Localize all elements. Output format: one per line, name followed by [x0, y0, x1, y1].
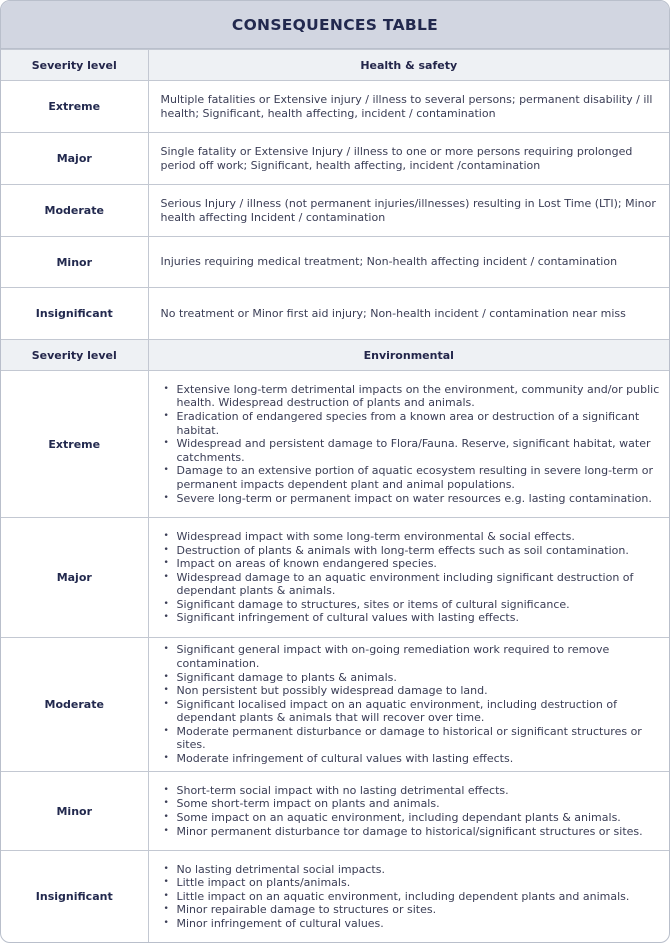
column-header-severity: Severity level — [1, 340, 148, 371]
list-item: • Destruction of plants & animals with long-term effects such as soil contamination. — [164, 544, 664, 558]
title-bar — [1, 1, 669, 49]
list-item: • Widespread and persistent damage to Flora/Fauna. Reserve, significant habitat, water catchments. — [164, 437, 664, 464]
health-description: Injuries requiring medical treatment; Non-health affecting incident / contamination — [148, 237, 669, 288]
severity-level: Insignificant — [1, 288, 148, 340]
severity-level: Minor — [1, 237, 148, 288]
list-item: • Minor infringement of cultural values. — [164, 917, 664, 931]
severity-level: Insignificant — [1, 851, 148, 943]
page-title: CONSEQUENCES TABLE — [231, 15, 439, 34]
list-item: • Widespread damage to an aquatic environment including significant destruction of dependant plants & animals. — [164, 571, 664, 598]
environmental-description — [148, 851, 669, 943]
health-description: Multiple fatalities or Extensive injury / illness to several persons; permanent disability / ill health; Significant, health affecting, incident / contamination — [148, 81, 669, 133]
list-item: • Severe long-term or permanent impact on water resources e.g. lasting contamination. — [164, 492, 664, 506]
list-item: • Impact on areas of known endangered species. — [164, 557, 664, 571]
bullet-list — [149, 784, 670, 838]
table-row — [1, 185, 669, 237]
list-item: • Little impact on an aquatic environment, including dependent plants and animals. — [164, 890, 664, 904]
severity-level: Major — [1, 133, 148, 185]
table-row — [1, 288, 669, 340]
list-item: • Moderate infringement of cultural values with lasting effects. — [164, 752, 664, 766]
list-item: • Significant damage to plants & animals. — [164, 671, 664, 685]
table-row — [1, 371, 669, 518]
bullet-list — [149, 863, 670, 931]
table-row — [1, 133, 669, 185]
list-item: • Widespread impact with some long-term environmental & social effects. — [164, 530, 664, 544]
list-item: • Extensive long-term detrimental impacts on the environment, community and/or public health. Widespread destruction of plants and animals. — [164, 383, 664, 410]
severity-level: Moderate — [1, 638, 148, 772]
severity-level: Major — [1, 518, 148, 638]
bullet-list — [149, 643, 670, 765]
list-item: • Some impact on an aquatic environment, including dependant plants & animals. — [164, 811, 664, 825]
environmental-header-row — [1, 340, 669, 371]
list-item: • Significant general impact with on-going remediation work required to remove contamination. — [164, 643, 664, 670]
environmental-description — [148, 518, 669, 638]
environmental-description — [148, 638, 669, 772]
environmental-description — [148, 371, 669, 518]
list-item: • Minor repairable damage to structures or sites. — [164, 903, 664, 917]
column-header-health-safety: Health & safety — [148, 50, 669, 81]
list-item: • Little impact on plants/animals. — [164, 876, 664, 890]
list-item: • Moderate permanent disturbance or damage to historical or significant structures or sites. — [164, 725, 664, 752]
consequences-table — [1, 49, 669, 943]
list-item: • Minor permanent disturbance tor damage to historical/significant structures or sites. — [164, 825, 664, 839]
list-item: • Significant localised impact on an aquatic environment, including destruction of dependant plants & animals that will recover over time. — [164, 698, 664, 725]
health-description: Single fatality or Extensive Injury / illness to one or more persons requiring prolonged period off work; Significant, health affecting, incident /contamination — [148, 133, 669, 185]
list-item: • Significant infringement of cultural values with lasting effects. — [164, 611, 664, 625]
severity-level: Extreme — [1, 371, 148, 518]
table-row — [1, 81, 669, 133]
severity-level: Moderate — [1, 185, 148, 237]
severity-level: Minor — [1, 772, 148, 851]
list-item: • Some short-term impact on plants and animals. — [164, 797, 664, 811]
health-header-row — [1, 50, 669, 81]
list-item: • Short-term social impact with no lasting detrimental effects. — [164, 784, 664, 798]
column-header-environmental: Environmental — [148, 340, 669, 371]
table-row — [1, 638, 669, 772]
table-row — [1, 851, 669, 943]
bullet-list — [149, 530, 670, 625]
table-row — [1, 237, 669, 288]
list-item: • Damage to an extensive portion of aquatic ecosystem resulting in severe long-term or permanent impacts dependent plant and animal populations. — [164, 464, 664, 491]
severity-level: Extreme — [1, 81, 148, 133]
list-item: • Eradication of endangered species from a known area or destruction of a significant habitat. — [164, 410, 664, 437]
table-row — [1, 518, 669, 638]
health-description: Serious Injury / illness (not permanent injuries/illnesses) resulting in Lost Time (LTI); Minor health affecting Incident / contamination — [148, 185, 669, 237]
table-row — [1, 772, 669, 851]
list-item: • No lasting detrimental social impacts. — [164, 863, 664, 877]
environmental-description — [148, 772, 669, 851]
column-header-severity: Severity level — [1, 50, 148, 81]
bullet-list — [149, 383, 670, 505]
health-description: No treatment or Minor first aid injury; Non-health incident / contamination near miss — [148, 288, 669, 340]
list-item: • Non persistent but possibly widespread damage to land. — [164, 684, 664, 698]
list-item: • Significant damage to structures, sites or items of cultural significance. — [164, 598, 664, 612]
